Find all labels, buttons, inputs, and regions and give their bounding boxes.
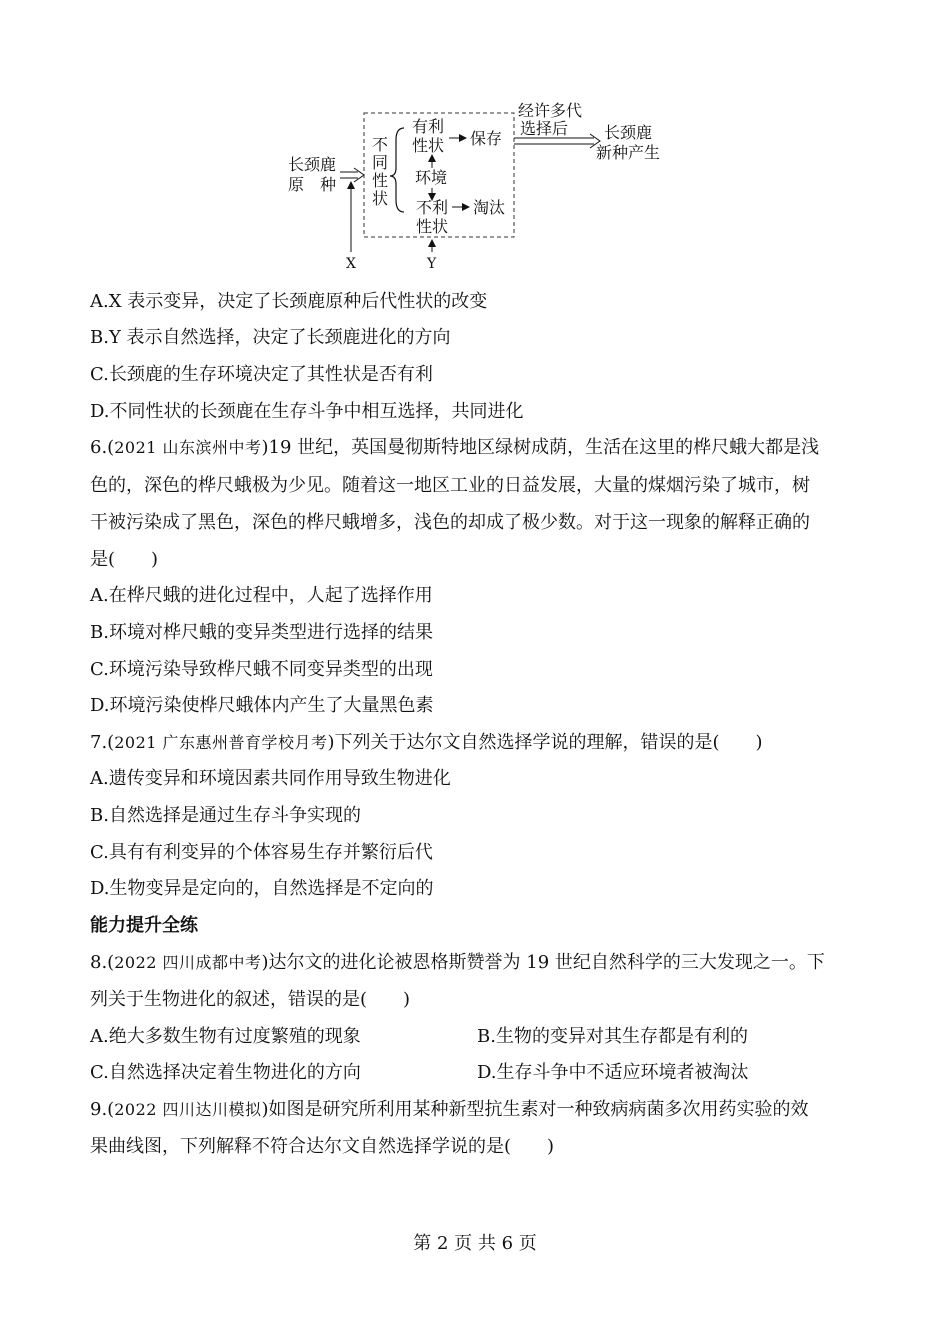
q8-option-d: D.生存斗争中不适应环境者被淘汰 <box>477 1062 749 1083</box>
unfavorable-trait-1: 不利 <box>416 198 449 217</box>
q6-stem-line-1 <box>90 436 819 460</box>
q8-option-c: C.自然选择决定着生物进化的方向 <box>90 1062 361 1083</box>
page-footer: 第 2 页 共 6 页 <box>413 1233 537 1254</box>
diverse-trait-2: 同 <box>372 153 389 172</box>
q7-option-c: C.具有有利变异的个体容易生存并繁衍后代 <box>90 842 433 863</box>
evolution-diagram <box>0 0 950 285</box>
favorable-trait-2: 性状 <box>412 136 445 155</box>
q8-number: 8.( <box>90 952 115 973</box>
q9-stem-line-1 <box>90 1098 809 1122</box>
q9-stem-line-2: 果曲线图，下列解释不符合达尔文自然选择学说的是( ) <box>90 1136 555 1157</box>
q6-source: 2021 山东滨州中考 <box>114 438 262 457</box>
generations-label-2: 选择后 <box>520 119 569 138</box>
q7-option-b: B.自然选择是通过生存斗争实现的 <box>90 805 361 826</box>
favorable-trait-1: 有利 <box>412 117 445 136</box>
q9-stem-1: )如图是研究所利用某种新型抗生素对一种致病病菌多次用药实验的效 <box>261 1099 809 1120</box>
q9-source: 2022 四川达川模拟 <box>114 1100 262 1119</box>
q6-option-c: C.环境污染导致桦尺蛾不同变异类型的出现 <box>90 659 433 680</box>
q8-option-a: A.绝大多数生物有过度繁殖的现象 <box>90 1026 361 1047</box>
q8-source: 2022 四川成都中考 <box>114 953 262 972</box>
q9-number: 9.( <box>90 1099 115 1120</box>
origin-label-2: 原 种 <box>288 175 337 194</box>
q8-stem-line-1 <box>90 951 825 975</box>
eliminate-label: 淘汰 <box>473 198 506 217</box>
q7-option-d: D.生物变异是定向的，自然选择是不定向的 <box>90 878 434 899</box>
q6-stem-line-2: 色的，深色的桦尺蛾极为少见。随着这一地区工业的日益发展，大量的煤烟污染了城市，树 <box>90 475 810 496</box>
brace <box>390 128 404 212</box>
q7-stem <box>90 731 763 755</box>
q5-option-a: A.X 表示变异，决定了长颈鹿原种后代性状的改变 <box>90 291 488 312</box>
new-species-1: 长颈鹿 <box>604 123 653 142</box>
origin-arrow-head <box>354 168 364 182</box>
diverse-trait-4: 状 <box>372 189 389 208</box>
q5-option-b: B.Y 表示自然选择，决定了长颈鹿进化的方向 <box>90 327 451 348</box>
q8-stem-line-2: 列关于生物进化的叙述，错误的是( ) <box>90 989 411 1010</box>
environment-label: 环境 <box>415 168 448 187</box>
q6-stem-line-3: 干被污染成了黑色，深色的桦尺蛾增多，浅色的却成了极少数。对于这一现象的解释正确的 <box>90 512 810 533</box>
q6-number: 6.( <box>90 437 115 458</box>
q7-number: 7.( <box>90 732 115 753</box>
origin-label-1: 长颈鹿 <box>288 155 337 174</box>
q6-stem-1: )19 世纪，英国曼彻斯特地区绿树成荫，生活在这里的桦尺蛾大都是浅 <box>261 437 820 458</box>
q6-option-b: B.环境对桦尺蛾的变异类型进行选择的结果 <box>90 622 433 643</box>
x-label: X <box>346 256 356 272</box>
keep-label: 保存 <box>470 129 503 148</box>
new-species-2: 新种产生 <box>596 143 661 162</box>
diverse-trait-1: 不 <box>372 135 389 154</box>
unfavorable-trait-2: 性状 <box>416 217 449 236</box>
q6-option-a: A.在桦尺蛾的进化过程中，人起了选择作用 <box>90 585 433 606</box>
q5-option-c: C.长颈鹿的生存环境决定了其性状是否有利 <box>90 364 433 385</box>
q5-option-d: D.不同性状的长颈鹿在生存斗争中相互选择，共同进化 <box>90 401 524 422</box>
generations-label-1: 经许多代 <box>518 101 583 120</box>
q7-option-a: A.遗传变异和环境因素共同作用导致生物进化 <box>90 768 451 789</box>
section-heading: 能力提升全练 <box>90 915 198 936</box>
q7-source: 2021 广东惠州普育学校月考 <box>114 733 328 752</box>
q8-option-b: B.生物的变异对其生存都是有利的 <box>477 1026 748 1047</box>
diverse-trait-3: 性 <box>372 171 389 190</box>
q6-option-d: D.环境污染使桦尺蛾体内产生了大量黑色素 <box>90 695 434 716</box>
q8-stem-1: )达尔文的进化论被恩格斯赞誉为 19 世纪自然科学的三大发现之一。下 <box>261 952 825 973</box>
y-label: Y <box>427 256 437 272</box>
q6-stem-line-4: 是( ) <box>90 549 159 570</box>
q7-stem-text: )下列关于达尔文自然选择学说的理解，错误的是( ) <box>327 732 763 753</box>
